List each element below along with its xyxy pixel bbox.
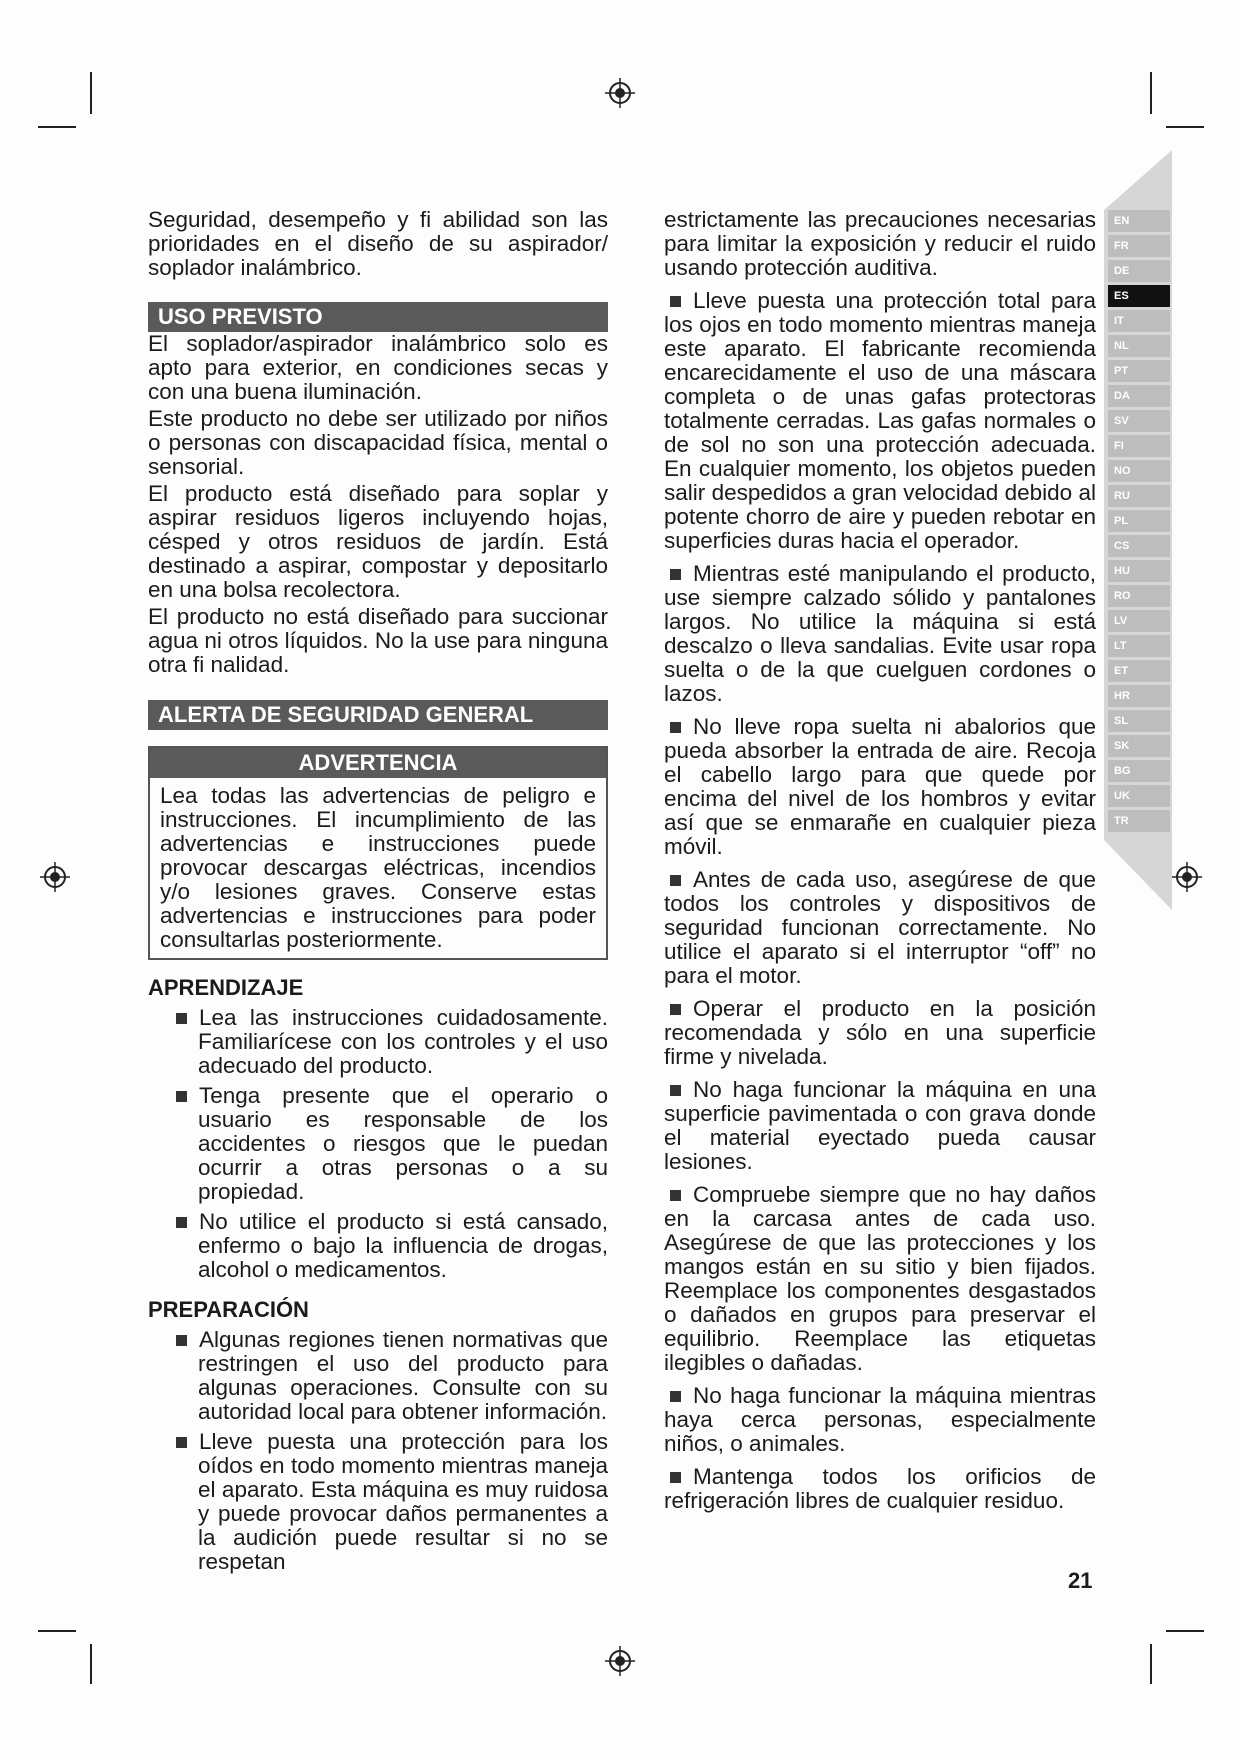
heading-preparacion: PREPARACIÓN	[148, 1297, 309, 1322]
heading-aprendizaje: APRENDIZAJE	[148, 975, 304, 1000]
language-tabs	[1108, 210, 1170, 835]
language-tab-en[interactable]: EN	[1108, 210, 1170, 232]
list-item: Operar el producto en la posición recomendada y sólo en una superficie firme y nivelada.	[664, 996, 1096, 1069]
uso-paragraph: Este producto no debe ser utilizado por niños o personas con discapacidad física, mental o sensorial.	[148, 406, 608, 479]
language-tab-pt[interactable]: PT	[1108, 360, 1170, 382]
language-tab-da[interactable]: DA	[1108, 385, 1170, 407]
list-item: No utilice el producto si está cansado, enfermo o bajo la influencia de drogas, alcohol o medicamentos.	[170, 1210, 608, 1282]
language-tab-ru[interactable]: RU	[1108, 485, 1170, 507]
warning-box	[148, 746, 608, 960]
list-item: Antes de cada uso, asegúrese de que todos los controles y dispositivos de seguridad funcionan correctamente. No utilice el aparato si el interruptor “off” no para el motor.	[664, 867, 1096, 988]
continuation-paragraph: estrictamente las precauciones necesarias para limitar la exposición y reducir el ruido usando protección auditiva.	[664, 207, 1096, 280]
uso-paragraph: El producto no está diseñado para succionar agua ni otros líquidos. No la use para ninguna otra fi nalidad.	[148, 604, 608, 677]
language-tab-uk[interactable]: UK	[1108, 785, 1170, 807]
crop-mark	[1166, 1630, 1204, 1632]
crop-mark	[38, 1630, 76, 1632]
language-tab-bg[interactable]: BG	[1108, 760, 1170, 782]
language-tab-it[interactable]: IT	[1108, 310, 1170, 332]
language-tab-no[interactable]: NO	[1108, 460, 1170, 482]
warning-title: ADVERTENCIA	[150, 748, 606, 778]
language-tab-sl[interactable]: SL	[1108, 710, 1170, 732]
uso-paragraph: El soplador/aspirador inalámbrico solo es apto para exterior, en condiciones secas y con una buena iluminación.	[148, 331, 608, 404]
right-column	[664, 208, 1096, 1513]
list-item: No haga funcionar la máquina en una superficie pavimentada o con grava donde el material eyectado pueda causar lesiones.	[664, 1077, 1096, 1174]
language-tab-sv[interactable]: SV	[1108, 410, 1170, 432]
list-item: Algunas regiones tienen normativas que restringen el uso del producto para algunas operaciones. Consulte con su autoridad local para obtener información.	[170, 1328, 608, 1424]
language-tab-fi[interactable]: FI	[1108, 435, 1170, 457]
language-tab-nl[interactable]: NL	[1108, 335, 1170, 357]
section-heading-alerta: ALERTA DE SEGURIDAD GENERAL	[148, 700, 608, 730]
language-tab-lt[interactable]: LT	[1108, 635, 1170, 657]
uso-paragraph: El producto está diseñado para soplar y aspirar residuos ligeros incluyendo hojas, césped y otros residuos de jardín. Está destinado a aspirar, compostar y depositarlo en una bolsa recolectora.	[148, 481, 608, 602]
crop-mark	[1150, 72, 1152, 114]
list-item: Lleve puesta una protección total para los ojos en todo momento mientras maneja este aparato. El fabricante recomienda encarecidamente el uso de una máscara completa o de unas gafas protectoras totalmente cerradas. Las gafas normales o de sol no son una protección adecuada. En cualquier momento, los objetos pueden salir despedidos a gran velocidad debido al potente chorro de aire y pueden rebotar en superficies duras hacia el operador.	[664, 288, 1096, 553]
crop-mark	[1150, 1644, 1152, 1684]
crop-mark	[1166, 126, 1204, 128]
registration-mark-icon	[1172, 862, 1202, 892]
list-item: No haga funcionar la máquina mientras haya cerca personas, especialmente niños, o animales.	[664, 1383, 1096, 1456]
registration-mark-icon	[605, 78, 635, 108]
list-item: Lleve puesta una protección para los oídos en todo momento mientras maneja el aparato. Esta máquina es muy ruidosa y puede provocar daños permanentes a la audición puede resultar si no se respetan	[170, 1430, 608, 1574]
language-tab-de[interactable]: DE	[1108, 260, 1170, 282]
language-tab-sk[interactable]: SK	[1108, 735, 1170, 757]
section-heading-uso-previsto: USO PREVISTO	[148, 302, 608, 332]
list-item: Mantenga todos los orificios de refrigeración libres de cualquier residuo.	[664, 1464, 1096, 1513]
list-item: Mientras esté manipulando el producto, use siempre calzado sólido y pantalones largos. No utilice la máquina si está descalzo o lleva sandalias. Evite usar ropa suelta o de la que cuelguen cordones o lazos.	[664, 561, 1096, 706]
crop-mark	[90, 72, 92, 114]
crop-mark	[38, 126, 76, 128]
list-item: Tenga presente que el operario o usuario es responsable de los accidentes o riesgos que le puedan ocurrir a otras personas o a su propiedad.	[170, 1084, 608, 1204]
warning-text: Lea todas las advertencias de peligro e instrucciones. El incumplimiento de las advertencias e instrucciones puede provocar descargas eléctricas, incendios y/o lesiones graves. Conserve estas advertencias e instrucciones para poder consultarlas posteriormente.	[160, 783, 596, 952]
language-tab-et[interactable]: ET	[1108, 660, 1170, 682]
list-item: No lleve ropa suelta ni abalorios que pueda absorber la entrada de aire. Recoja el cabello largo para que quede por encima del nivel de los hombros y evitar así que se enmarañe en cualquier pieza móvil.	[664, 714, 1096, 859]
language-tab-es[interactable]: ES	[1108, 285, 1170, 307]
language-tab-tr[interactable]: TR	[1108, 810, 1170, 832]
list-item: Lea las instrucciones cuidadosamente. Familiarícese con los controles y el uso adecuado del producto.	[170, 1006, 608, 1078]
language-tab-ro[interactable]: RO	[1108, 585, 1170, 607]
page-number: 21	[1068, 1568, 1093, 1593]
language-tab-lv[interactable]: LV	[1108, 610, 1170, 632]
crop-mark	[90, 1644, 92, 1684]
intro-paragraph: Seguridad, desempeño y fi abilidad son las prioridades en el diseño de su aspirador/ soplador inalámbrico.	[148, 207, 608, 280]
language-tab-hu[interactable]: HU	[1108, 560, 1170, 582]
left-column	[148, 208, 608, 1574]
language-tab-fr[interactable]: FR	[1108, 235, 1170, 257]
language-tab-cs[interactable]: CS	[1108, 535, 1170, 557]
registration-mark-icon	[40, 862, 70, 892]
language-tab-pl[interactable]: PL	[1108, 510, 1170, 532]
language-tab-hr[interactable]: HR	[1108, 685, 1170, 707]
list-item: Compruebe siempre que no hay daños en la carcasa antes de cada uso. Asegúrese de que las protecciones y los mangos están en su sitio y bien fijados. Reemplace los componentes desgastados o dañados en grupos para preservar el equilibrio. Reemplace las etiquetas ilegibles o dañadas.	[664, 1182, 1096, 1375]
registration-mark-icon	[605, 1646, 635, 1676]
